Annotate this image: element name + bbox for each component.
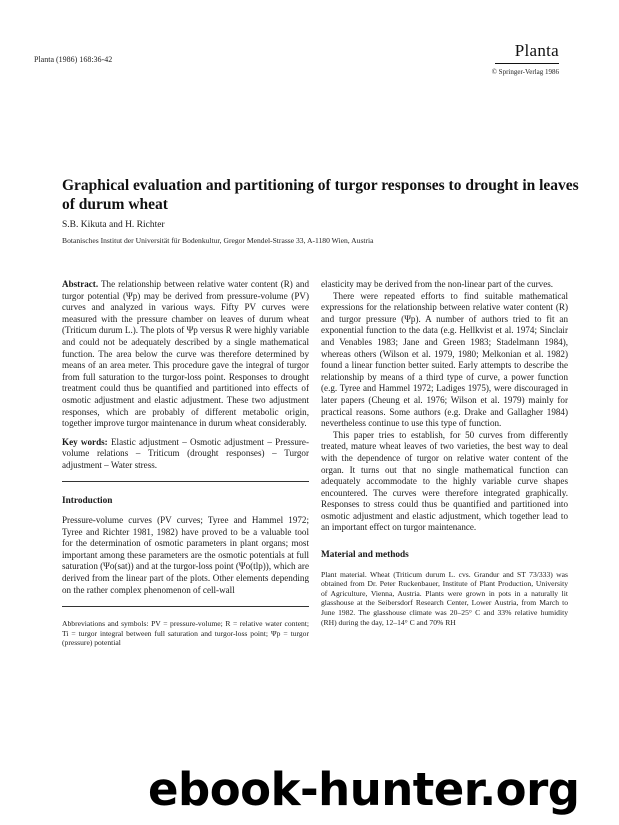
watermark-text: ebook-hunter.org (148, 763, 580, 816)
keywords-text: Elastic adjustment – Osmotic adjustment – Pressure-volume relations – Triticum (drought responses) – Turgor adjustment – Water stress. (62, 436, 309, 470)
right-column (321, 279, 568, 627)
journal-divider (495, 63, 559, 64)
journal-logo: Planta (514, 41, 559, 60)
article-affiliation: Botanisches Institut der Universität für Bodenkultur, Gregor Mendel-Strasse 33, A-1180 Wien, Austria (62, 236, 374, 245)
right-paragraph-3: This paper tries to establish, for 50 curves from differently treated, mature wheat leaves of two varieties, the best way to deal with the dependence of turgor on relative water content of the organ. It turns out that no single mathematical function can adequately accommodate to the highly variable curve shapes encountered. The curves were therefore integrated graphically. Responses to stress could thus be quantified and partitioned into osmotic adjustment and elastic adjustment, which together lead to an important effect on turgor maintenance. (321, 429, 568, 533)
abstract-paragraph (62, 279, 309, 430)
article-title: Graphical evaluation and partitioning of turgor responses to drought in leaves of durum wheat (62, 177, 579, 213)
article-authors: S.B. Kikuta and H. Richter (62, 220, 165, 230)
footnote-divider (62, 606, 309, 607)
abstract-label: Abstract. (62, 279, 99, 289)
left-column (62, 279, 309, 648)
section-divider (62, 481, 309, 482)
introduction-heading: Introduction (62, 495, 113, 506)
citation-line: Planta (1986) 168:36-42 (34, 55, 113, 64)
methods-heading: Material and methods (321, 550, 409, 561)
footnote-text: Abbreviations and symbols: PV = pressure-volume; R = relative water content; Ti = turgor integral between full saturation and turgor-loss point; Ψp = turgor (pressure) potential (62, 619, 309, 648)
methods-text: Plant material. Wheat (Triticum durum L. cvs. Grandur and ST 73/333) was obtained from Dr. Peter Ruckenbauer, Institute of Plant Production, University of Agriculture, Vienna, Austria. Plants were grown in pots in a naturally lit glasshouse at the Seibersdorf Research Center, Lower Austria, from March to June 1982. The glasshouse climate was 20–25° C and 33% relative humidity (RH) during the day, 12–14° C and 70% RH (321, 569, 568, 627)
keywords-paragraph (62, 437, 309, 472)
abstract-text: The relationship between relative water content (R) and turgor potential (Ψp) may be derived from pressure-volume (PV) curves and analyzed in various ways. Fifty PV curves were measured with the pressure chamber on leaves of durum wheat (Triticum durum L.). The plots of Ψp versus R were highly variable and could not be adequately described by a single mathematical function. The area below the curve was therefore determined by means of an area meter. This procedure gave the integral of turgor from full saturation to the turgor-loss point. Responses to drought treatment could thus be quantified and partitioned into effects of osmotic adjustment and elastic adjustment. These two adjustment responses, which are probably of different metabolic origin, together improve turgor maintenance in durum wheat considerably. (62, 279, 309, 429)
keywords-label: Key words: (62, 436, 108, 447)
right-paragraph-2: There were repeated efforts to find suitable mathematical expressions for the relationship between relative water content (R) and turgor pressure (Ψp). A number of authors tried to fit an exponential function to the data (e.g. Hellkvist et al. 1974; Sinclair and Venables 1983; Jane and Green 1983; Stadelmann 1984), whereas others (Wilson et al. 1979, 1980; Melkonian et al. 1982) found a linear function better suited. Early attempts to describe the relationship by means of a third type of curve, a power function (e.g. Tyree and Hammel 1972; Ladiges 1975), were discouraged in later papers (Cheung et al. 1976; Wilson et al. 1979) mainly for practical reasons. Some authors (e.g. Drake and Gallagher 1984) nevertheless continue to use this type of function. (321, 290, 568, 429)
right-paragraph-1: elasticity may be derived from the non-linear part of the curves. (321, 279, 554, 289)
copyright-notice: © Springer-Verlag 1986 (491, 68, 559, 76)
introduction-text: Pressure-volume curves (PV curves; Tyree and Hammel 1972; Tyree and Richter 1981, 1982) have proved to be a valuable tool for the determination of osmotic parameters in plant organs; most important among these parameters are the osmotic potentials at full saturation (Ψo(sat)) and at the turgor-loss point (Ψo(tlp)), which are derived from the linear part of the plots. Other elements depending on the rather complex phenomenon of cell-wall (62, 515, 309, 595)
